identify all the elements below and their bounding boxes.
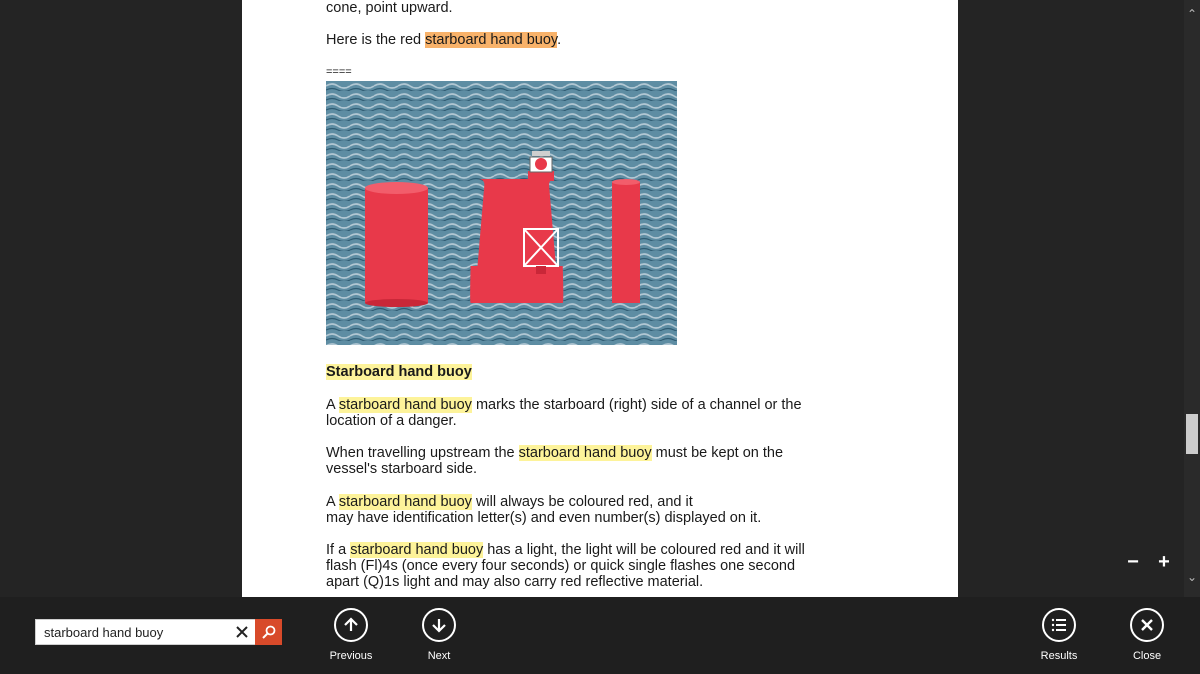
spar-buoy-right (612, 179, 640, 303)
search-icon (261, 624, 277, 640)
document-page (242, 0, 958, 597)
close-button[interactable] (1107, 608, 1187, 662)
section-heading: Starboard hand buoy (326, 364, 472, 380)
search-match: starboard hand buoy (338, 397, 472, 413)
clear-search-button[interactable] (230, 620, 254, 644)
results-label: Results (1040, 650, 1078, 662)
search-button[interactable] (255, 619, 282, 645)
text-run: marks the starboard (right) side of a channel or the location of a danger. (326, 397, 802, 429)
next-label: Next (427, 650, 451, 662)
close-label: Close (1132, 650, 1162, 662)
text-run: Here is the red (326, 32, 426, 48)
search-match: starboard hand buoy (350, 542, 484, 558)
search-box (35, 619, 281, 645)
scroll-up-icon[interactable]: ⌃ (1186, 7, 1198, 21)
text-run: may have identification letter(s) and even number(s) displayed on it. (326, 510, 762, 526)
text-run: A (326, 397, 339, 413)
search-match: starboard hand buoy (338, 494, 472, 510)
paragraph (326, 445, 806, 477)
vertical-scrollbar[interactable] (1184, 0, 1200, 597)
scroll-down-icon[interactable]: ⌄ (1186, 570, 1198, 584)
results-button[interactable] (1019, 608, 1099, 662)
text-line (326, 32, 561, 48)
previous-button[interactable] (311, 608, 391, 662)
buoy-illustration (326, 81, 677, 345)
previous-circle (334, 608, 368, 642)
next-circle (422, 608, 456, 642)
find-app-bar (0, 597, 1200, 674)
text-run: will always be coloured red, and it (471, 494, 693, 510)
close-icon (235, 625, 249, 639)
zoom-out-button[interactable]: − (1127, 551, 1139, 573)
text-line: cone, point upward. (326, 0, 453, 16)
separator-text: ==== (326, 66, 352, 78)
text-run: . (557, 32, 562, 48)
current-search-match: starboard hand buoy (425, 32, 558, 48)
list-icon (1050, 616, 1068, 634)
results-circle (1042, 608, 1076, 642)
text-run: When travelling upstream the (326, 445, 519, 461)
arrow-up-icon (342, 616, 360, 634)
close-icon (1139, 617, 1155, 633)
text-run: has a light, the light will be coloured red and it will flash (Fl)4s (once every four seconds) or quick single flashes one second apart (Q)1s light and may also carry red reflective material. (326, 542, 805, 590)
paragraph (326, 542, 806, 590)
text-run: A (326, 494, 339, 510)
paragraph (326, 494, 806, 526)
search-match: starboard hand buoy (518, 445, 652, 461)
zoom-in-button[interactable]: + (1158, 551, 1170, 573)
arrow-down-icon (430, 616, 448, 634)
scroll-thumb[interactable] (1186, 414, 1198, 454)
paragraph (326, 397, 806, 429)
next-button[interactable] (399, 608, 479, 662)
previous-label: Previous (329, 650, 373, 662)
search-input[interactable] (36, 620, 234, 644)
text-run: If a (326, 542, 351, 558)
close-circle (1130, 608, 1164, 642)
text-run: must be kept on the vessel's starboard side. (326, 445, 784, 477)
can-buoy-left (365, 182, 428, 307)
